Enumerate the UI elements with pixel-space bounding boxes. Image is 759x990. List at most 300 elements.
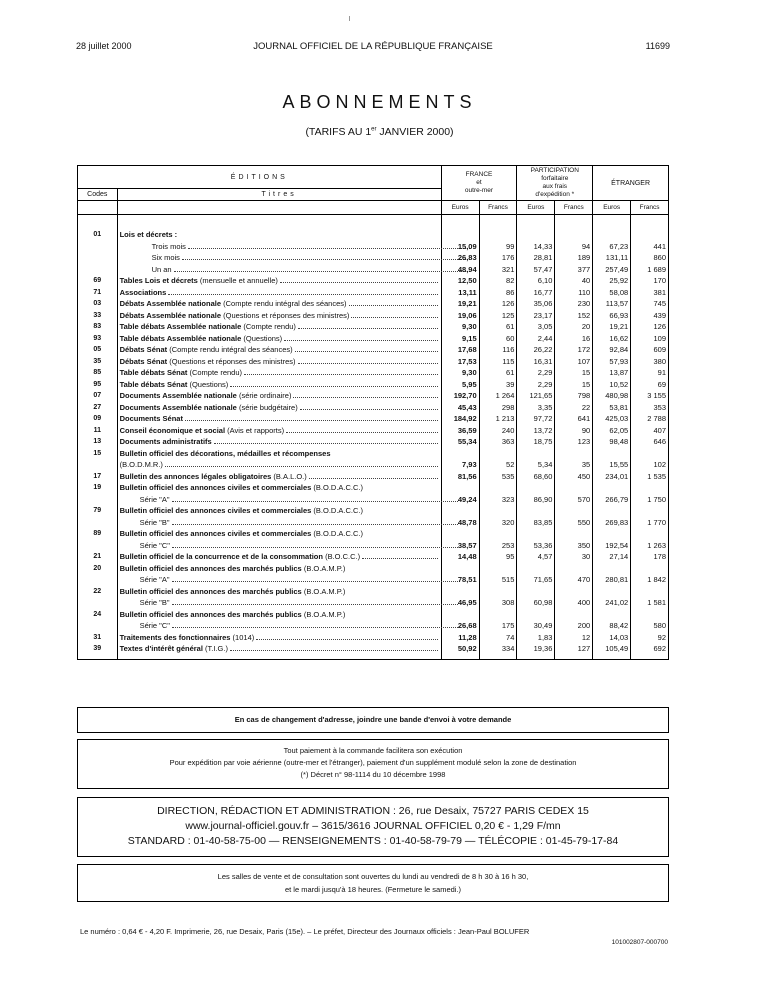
edition-code: 15: [78, 448, 118, 460]
price-cell: 20: [555, 321, 593, 333]
price-cell: 2 788: [631, 413, 669, 425]
price-cell: 40: [555, 275, 593, 287]
price-cell: [555, 586, 593, 598]
price-cell: 15,09: [441, 241, 479, 253]
price-cell: 19,36: [517, 643, 555, 659]
price-cell: 320: [479, 517, 517, 529]
edition-code: 33: [78, 310, 118, 322]
edition-code: 83: [78, 321, 118, 333]
price-cell: 14,03: [593, 632, 631, 644]
rate-row: [78, 390, 669, 402]
rate-row: [78, 402, 669, 414]
price-cell: [593, 586, 631, 598]
edition-title: Série "A": [117, 574, 441, 586]
editions-header: ÉDITIONS: [78, 166, 442, 189]
payment-line: Tout paiement à la commande facilitera son exécution: [283, 746, 463, 755]
price-cell: [593, 229, 631, 241]
price-cell: 480,98: [593, 390, 631, 402]
price-cell: 241,02: [593, 597, 631, 609]
edition-code: [78, 620, 118, 632]
price-cell: 192,70: [441, 390, 479, 402]
price-cell: 97,72: [517, 413, 555, 425]
rate-row: [78, 597, 669, 609]
edition-title: Débats Assemblée nationale (Questions et réponses des ministres): [117, 310, 441, 322]
price-cell: 36,59: [441, 425, 479, 437]
edition-title: Traitements des fonctionnaires (1014): [117, 632, 441, 644]
rate-row: [78, 264, 669, 276]
edition-code: 24: [78, 609, 118, 621]
rate-row: [78, 275, 669, 287]
price-cell: 152: [555, 310, 593, 322]
scan-mark: [349, 16, 350, 21]
price-cell: 2,44: [517, 333, 555, 345]
price-cell: 9,30: [441, 367, 479, 379]
price-cell: 45,43: [441, 402, 479, 414]
price-cell: [517, 448, 555, 460]
price-cell: 3 155: [631, 390, 669, 402]
price-cell: 62,05: [593, 425, 631, 437]
unit-header: Euros: [517, 201, 555, 215]
rate-row: [78, 413, 669, 425]
edition-code: 39: [78, 643, 118, 659]
price-cell: 860: [631, 252, 669, 264]
page-number: 11699: [645, 41, 670, 51]
price-cell: 350: [555, 540, 593, 552]
price-cell: [593, 505, 631, 517]
price-cell: 26,22: [517, 344, 555, 356]
price-cell: [593, 609, 631, 621]
price-cell: 60,98: [517, 597, 555, 609]
price-cell: [555, 528, 593, 540]
rate-row: [78, 517, 669, 529]
price-cell: [555, 505, 593, 517]
price-cell: 92: [631, 632, 669, 644]
price-cell: 400: [555, 597, 593, 609]
price-cell: [517, 609, 555, 621]
price-cell: [441, 482, 479, 494]
rate-row: [78, 252, 669, 264]
price-cell: 25,92: [593, 275, 631, 287]
price-cell: 380: [631, 356, 669, 368]
direction-contact-box: [77, 797, 669, 857]
price-cell: 28,81: [517, 252, 555, 264]
decree-note: (*) Décret n° 98-1114 du 10 décembre 1998: [300, 770, 446, 779]
rate-row: [78, 609, 669, 621]
price-cell: 609: [631, 344, 669, 356]
price-cell: 113,57: [593, 298, 631, 310]
price-cell: 13,11: [441, 287, 479, 299]
price-cell: [555, 482, 593, 494]
price-cell: 363: [479, 436, 517, 448]
rate-row: [78, 321, 669, 333]
edition-code: 03: [78, 298, 118, 310]
price-cell: 470: [555, 574, 593, 586]
price-cell: [555, 563, 593, 575]
france-header: FRANCE et outre-mer: [441, 166, 517, 201]
phone-numbers: STANDARD : 01-40-58-75-00 — RENSEIGNEMENTS : 01-40-58-79-79 — TÉLÉCOPIE : 01-45-79-17-84: [127, 835, 619, 847]
website-line: www.journal-officiel.gouv.fr – 3615/3616 JOURNAL OFFICIEL 0,20 € - 1,29 F/mn: [185, 820, 561, 832]
rate-row: [78, 563, 669, 575]
edition-code: 95: [78, 379, 118, 391]
price-cell: 48,78: [441, 517, 479, 529]
rate-row: [78, 505, 669, 517]
journal-name: JOURNAL OFFICIEL DE LA RÉPUBLIQUE FRANÇAISE: [253, 41, 493, 52]
edition-title: Débats Assemblée nationale (Compte rendu intégral des séances): [117, 298, 441, 310]
price-cell: 1 213: [479, 413, 517, 425]
subscription-rates-table: [77, 165, 669, 660]
price-cell: 334: [479, 643, 517, 659]
rate-row: [78, 425, 669, 437]
price-cell: 38,57: [441, 540, 479, 552]
price-cell: 175: [479, 620, 517, 632]
rate-row: [78, 551, 669, 563]
rate-row: [78, 310, 669, 322]
edition-code: [78, 540, 118, 552]
price-cell: 535: [479, 471, 517, 483]
titres-header: Titres: [117, 189, 441, 201]
edition-title: Bulletin officiel des annonces des marchés publics (B.O.A.M.P.): [117, 609, 441, 621]
edition-title: Bulletin officiel des annonces civiles et commerciales (B.O.D.A.C.C.): [117, 505, 441, 517]
edition-title: Bulletin officiel des annonces civiles et commerciales (B.O.D.A.C.C.): [117, 482, 441, 494]
price-cell: 2,29: [517, 367, 555, 379]
price-cell: 798: [555, 390, 593, 402]
edition-title: Bulletin officiel de la concurrence et de la consommation (B.O.C.C.): [117, 551, 441, 563]
price-cell: 298: [479, 402, 517, 414]
price-cell: 178: [631, 551, 669, 563]
edition-title: Associations: [117, 287, 441, 299]
price-cell: 184,92: [441, 413, 479, 425]
price-cell: 1 264: [479, 390, 517, 402]
rate-row: [78, 356, 669, 368]
price-cell: 68,60: [517, 471, 555, 483]
price-cell: 1 535: [631, 471, 669, 483]
price-cell: 94: [555, 241, 593, 253]
price-cell: 1 842: [631, 574, 669, 586]
edition-code: 79: [78, 505, 118, 517]
edition-title: Bulletin officiel des annonces des marchés publics (B.O.A.M.P.): [117, 563, 441, 575]
edition-code: [78, 494, 118, 506]
edition-code: [78, 241, 118, 253]
edition-code: 21: [78, 551, 118, 563]
price-cell: 81,56: [441, 471, 479, 483]
price-cell: 4,57: [517, 551, 555, 563]
edition-title: Bulletin officiel des annonces des marchés publics (B.O.A.M.P.): [117, 586, 441, 598]
price-cell: 176: [479, 252, 517, 264]
price-cell: 9,30: [441, 321, 479, 333]
price-cell: 1 750: [631, 494, 669, 506]
price-cell: [479, 229, 517, 241]
price-cell: [555, 229, 593, 241]
price-cell: 515: [479, 574, 517, 586]
rate-row: [78, 241, 669, 253]
rate-row: [78, 574, 669, 586]
unit-header: Francs: [555, 201, 593, 215]
edition-code: [78, 517, 118, 529]
price-cell: [593, 448, 631, 460]
edition-code: 17: [78, 471, 118, 483]
price-cell: [479, 528, 517, 540]
price-cell: 253: [479, 540, 517, 552]
rate-row: [78, 379, 669, 391]
price-cell: 15: [555, 367, 593, 379]
price-cell: 99: [479, 241, 517, 253]
price-cell: 48,94: [441, 264, 479, 276]
price-cell: 5,34: [517, 459, 555, 471]
price-cell: 12: [555, 632, 593, 644]
price-cell: 1 689: [631, 264, 669, 276]
price-cell: 15,55: [593, 459, 631, 471]
price-cell: 745: [631, 298, 669, 310]
edition-code: 05: [78, 344, 118, 356]
price-cell: 110: [555, 287, 593, 299]
unit-header: Francs: [479, 201, 517, 215]
edition-code: [78, 459, 118, 471]
price-cell: 381: [631, 287, 669, 299]
price-cell: 580: [631, 620, 669, 632]
edition-title: Bulletin des annonces légales obligatoires (B.A.L.O.): [117, 471, 441, 483]
price-cell: [593, 563, 631, 575]
price-cell: [479, 609, 517, 621]
rate-row: [78, 586, 669, 598]
opening-hours-line: et le mardi jusqu'à 18 heures. (Fermeture le samedi.): [284, 885, 462, 894]
price-cell: 58,08: [593, 287, 631, 299]
price-cell: 10,52: [593, 379, 631, 391]
price-cell: [479, 563, 517, 575]
price-cell: [441, 229, 479, 241]
edition-title: Table débats Sénat (Questions): [117, 379, 441, 391]
price-cell: 230: [555, 298, 593, 310]
price-cell: 269,83: [593, 517, 631, 529]
price-cell: 102: [631, 459, 669, 471]
opening-hours-line: Les salles de vente et de consultation sont ouvertes du lundi au vendredi de 8 h 30 à 16 h 30,: [217, 872, 529, 881]
price-cell: 240: [479, 425, 517, 437]
price-cell: 23,17: [517, 310, 555, 322]
price-cell: 2,29: [517, 379, 555, 391]
price-cell: [441, 448, 479, 460]
issue-date: 28 juillet 2000: [76, 41, 132, 51]
price-cell: 98,48: [593, 436, 631, 448]
edition-code: 71: [78, 287, 118, 299]
price-cell: 50,92: [441, 643, 479, 659]
price-cell: 46,95: [441, 597, 479, 609]
edition-code: 27: [78, 402, 118, 414]
price-cell: 86,90: [517, 494, 555, 506]
price-cell: 17,68: [441, 344, 479, 356]
price-cell: 439: [631, 310, 669, 322]
price-cell: 30: [555, 551, 593, 563]
price-cell: 321: [479, 264, 517, 276]
rate-row: [78, 540, 669, 552]
price-cell: 172: [555, 344, 593, 356]
edition-code: 93: [78, 333, 118, 345]
edition-code: 31: [78, 632, 118, 644]
price-cell: 407: [631, 425, 669, 437]
address-change-notice: En cas de changement d'adresse, joindre une bande d'envoi à votre demande: [77, 707, 669, 733]
price-cell: 19,21: [593, 321, 631, 333]
price-cell: 30,49: [517, 620, 555, 632]
price-cell: 550: [555, 517, 593, 529]
price-cell: [631, 586, 669, 598]
price-cell: 123: [555, 436, 593, 448]
edition-title: Série "B": [117, 517, 441, 529]
edition-code: 01: [78, 229, 118, 241]
price-cell: 377: [555, 264, 593, 276]
price-cell: 66,93: [593, 310, 631, 322]
edition-title: Documents Sénat: [117, 413, 441, 425]
price-cell: 200: [555, 620, 593, 632]
price-cell: 13,72: [517, 425, 555, 437]
price-cell: 82: [479, 275, 517, 287]
edition-code: 09: [78, 413, 118, 425]
price-cell: 109: [631, 333, 669, 345]
price-cell: 69: [631, 379, 669, 391]
price-cell: 126: [479, 298, 517, 310]
edition-code: 07: [78, 390, 118, 402]
opening-hours-box: [77, 864, 669, 902]
edition-title: Tables Lois et décrets (mensuelle et annuelle): [117, 275, 441, 287]
price-cell: 1 581: [631, 597, 669, 609]
rate-row: [78, 494, 669, 506]
price-cell: 116: [479, 344, 517, 356]
edition-title: Textes d'intérêt général (T.I.G.): [117, 643, 441, 659]
unit-header: Euros: [441, 201, 479, 215]
rate-row: [78, 528, 669, 540]
price-cell: 121,65: [517, 390, 555, 402]
price-cell: 52: [479, 459, 517, 471]
unit-header: Euros: [593, 201, 631, 215]
price-cell: 3,05: [517, 321, 555, 333]
price-cell: 39: [479, 379, 517, 391]
edition-title: Série "C": [117, 620, 441, 632]
rate-row: [78, 448, 669, 460]
price-cell: [517, 505, 555, 517]
price-cell: 450: [555, 471, 593, 483]
price-cell: 692: [631, 643, 669, 659]
rate-row: [78, 436, 669, 448]
price-cell: 257,49: [593, 264, 631, 276]
price-cell: 88,42: [593, 620, 631, 632]
payment-line: Pour expédition par voie aérienne (outre-mer et l'étranger), paiement d'un supplément modulé selon la zone de destination: [169, 758, 577, 767]
price-cell: [517, 586, 555, 598]
price-cell: 266,79: [593, 494, 631, 506]
edition-title: Bulletin officiel des décorations, médailles et récompenses: [117, 448, 441, 460]
price-cell: 646: [631, 436, 669, 448]
rate-row: [78, 344, 669, 356]
price-cell: 95: [479, 551, 517, 563]
edition-title: Table débats Sénat (Compte rendu): [117, 367, 441, 379]
edition-code: 69: [78, 275, 118, 287]
participation-header: PARTICIPATION forfaitaire aux frais d'expédition *: [517, 166, 593, 201]
price-cell: 353: [631, 402, 669, 414]
price-cell: 71,65: [517, 574, 555, 586]
price-cell: [555, 448, 593, 460]
price-cell: 192,54: [593, 540, 631, 552]
price-cell: 105,49: [593, 643, 631, 659]
price-cell: [517, 528, 555, 540]
edition-title: Bulletin officiel des annonces civiles et commerciales (B.O.D.A.C.C.): [117, 528, 441, 540]
edition-code: 13: [78, 436, 118, 448]
rate-row: [78, 482, 669, 494]
edition-title: (B.O.D.M.R.): [117, 459, 441, 471]
edition-code: 85: [78, 367, 118, 379]
price-cell: 57,93: [593, 356, 631, 368]
price-cell: 19,06: [441, 310, 479, 322]
payment-notice: [77, 739, 669, 789]
price-cell: [555, 609, 593, 621]
price-cell: 16,62: [593, 333, 631, 345]
price-cell: 86: [479, 287, 517, 299]
edition-title: Six mois: [117, 252, 441, 264]
edition-title: Trois mois: [117, 241, 441, 253]
price-cell: 189: [555, 252, 593, 264]
price-cell: 55,34: [441, 436, 479, 448]
price-cell: 17,53: [441, 356, 479, 368]
rate-row: [78, 632, 669, 644]
edition-title: Documents administratifs: [117, 436, 441, 448]
price-cell: 5,95: [441, 379, 479, 391]
page-subtitle: (TARIFS AU 1er JANVIER 2000): [305, 126, 454, 138]
price-cell: 6,10: [517, 275, 555, 287]
price-cell: 61: [479, 367, 517, 379]
edition-code: 35: [78, 356, 118, 368]
price-cell: 127: [555, 643, 593, 659]
edition-title: Lois et décrets :: [117, 229, 441, 241]
price-cell: 1 263: [631, 540, 669, 552]
price-cell: 11,28: [441, 632, 479, 644]
price-cell: 74: [479, 632, 517, 644]
price-cell: 126: [631, 321, 669, 333]
rate-row: [78, 643, 669, 659]
price-cell: 57,47: [517, 264, 555, 276]
price-cell: 570: [555, 494, 593, 506]
spacer-row: [78, 215, 669, 230]
edition-title: Documents Assemblée nationale (série budgétaire): [117, 402, 441, 414]
edition-code: 20: [78, 563, 118, 575]
price-cell: [631, 448, 669, 460]
edition-code: 11: [78, 425, 118, 437]
price-cell: 234,01: [593, 471, 631, 483]
price-cell: 22: [555, 402, 593, 414]
price-cell: 1,83: [517, 632, 555, 644]
print-code: 101002807-000700: [611, 939, 668, 946]
rate-row: [78, 298, 669, 310]
page-title: ABONNEMENTS: [282, 92, 477, 112]
price-cell: [593, 528, 631, 540]
direction-address: DIRECTION, RÉDACTION ET ADMINISTRATION : 26, rue Desaix, 75727 PARIS CEDEX 15: [157, 805, 589, 817]
edition-code: 89: [78, 528, 118, 540]
rate-row: [78, 367, 669, 379]
price-cell: [479, 482, 517, 494]
price-cell: 27,14: [593, 551, 631, 563]
rate-row: [78, 333, 669, 345]
price-cell: 280,81: [593, 574, 631, 586]
price-cell: [479, 586, 517, 598]
price-cell: 60: [479, 333, 517, 345]
edition-code: [78, 574, 118, 586]
price-cell: 78,51: [441, 574, 479, 586]
price-cell: 18,75: [517, 436, 555, 448]
edition-title: Documents Assemblée nationale (série ordinaire): [117, 390, 441, 402]
price-cell: [631, 482, 669, 494]
price-cell: 308: [479, 597, 517, 609]
edition-code: 19: [78, 482, 118, 494]
price-cell: 53,36: [517, 540, 555, 552]
price-cell: 15: [555, 379, 593, 391]
edition-code: [78, 597, 118, 609]
price-cell: 170: [631, 275, 669, 287]
price-cell: 16,31: [517, 356, 555, 368]
price-cell: [631, 229, 669, 241]
